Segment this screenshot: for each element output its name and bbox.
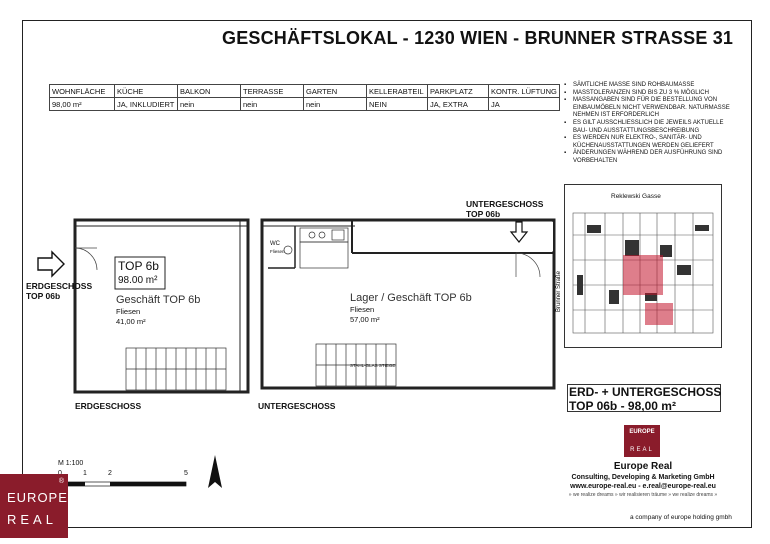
top-box-area: 98.00 m² [118, 275, 158, 286]
spec-header: TERRASSE [241, 85, 304, 98]
logo-bottom-text: REAL [630, 447, 654, 453]
spec-header: KÜCHE [115, 85, 178, 98]
bs-room-name: Lager / Geschäft TOP 6b [350, 292, 472, 304]
spec-value: JA, EXTRA [428, 98, 489, 111]
spec-value: nein [178, 98, 241, 111]
legend-unit: TOP 06b - 98,00 m² [569, 399, 676, 413]
scale-tick: 5 [184, 470, 188, 477]
spec-value: JA, INKLUDIERT [115, 98, 178, 111]
company-tagline: » we realize dreams » wir realisieren träume » we realize dreams » [568, 492, 718, 498]
note-item: ▪ MASSTOLERANZEN SIND BIS ZU 3 % MÖGLICH [563, 90, 738, 98]
top-box-label: TOP 6b [118, 259, 159, 273]
scale-tick: 1 [83, 470, 87, 477]
company-web: www.europe-real.eu - e.real@europe-real.eu [570, 483, 716, 490]
spec-header: WOHNFLÄCHE [50, 85, 115, 98]
europe-real-logo [0, 474, 68, 538]
spec-value: 98,00 m² [50, 98, 115, 111]
spec-header: KONTR. LÜFTUNG [489, 85, 560, 98]
spec-value: NEIN [367, 98, 428, 111]
footer-text: a company of europe holding gmbh [630, 514, 732, 521]
spec-header: GARTEN [304, 85, 367, 98]
bs-room-floor: Fliesen [350, 305, 375, 314]
gf-entry-top-label: TOP 06b [26, 291, 61, 301]
bs-street-label: Brunner Straße [556, 270, 562, 312]
scale-tick: 2 [108, 470, 112, 477]
logo-top-text: EUROPE [629, 429, 655, 435]
note-item: ▪ ES GILT AUSSCHLIESSLICH DIE JEWEILS AKTUELLE BAU- UND AUSSTATTUNGSBESCHREIBUNG [563, 120, 738, 135]
page-title: GESCHÄFTSLOKAL - 1230 WIEN - BRUNNER STRASSE 31 [222, 28, 734, 48]
spec-header: KELLERABTEIL [367, 85, 428, 98]
company-info [564, 461, 722, 498]
logo-line1: EUROPE [7, 490, 68, 505]
company-logo [624, 425, 660, 457]
note-item: ▪ SÄMTLICHE MASSE SIND ROHBAUMASSE [563, 82, 738, 90]
stair-note: STAHL-GLAS STIEGE [350, 363, 396, 368]
legend-floor: ERD- + UNTERGESCHOSS [569, 385, 722, 399]
spec-header: BALKON [178, 85, 241, 98]
spec-value: JA [489, 98, 560, 111]
note-item: ▪ MASSANGABEN SIND FÜR DIE BESTELLUNG VON EINBAUMÖBELN NICHT VERWENDBAR. NATURMASSE NEHMEN IST ERFORDERLICH [563, 97, 738, 120]
spec-value: nein [241, 98, 304, 111]
gf-room-name: Geschäft TOP 6b [116, 294, 201, 306]
gf-room-area: 41,00 m² [116, 317, 146, 326]
company-subtitle: Consulting, Developing & Marketing GmbH [571, 474, 715, 481]
note-item: ▪ ES WERDEN NUR ELEKTRO-, SANITÄR- UND KÜCHENAUSSTATTUNGEN WERDEN GELIEFERT [563, 135, 738, 150]
gf-room-floor: Fliesen [116, 307, 141, 316]
note-item: ▪ ÄNDERUNGEN WÄHREND DER AUSFÜHRUNG SIND VORBEHALTEN [563, 150, 738, 165]
logo-registered-mark: ® [58, 478, 64, 485]
scale-ratio: M 1:100 [58, 460, 84, 467]
wc-floor: Fliesen [270, 249, 285, 254]
bs-entry-label: UNTERGESCHOSS [466, 199, 544, 209]
wc-label: WC [270, 241, 280, 247]
spec-header: PARKPLATZ [428, 85, 489, 98]
bs-room-area: 57,00 m² [350, 315, 380, 324]
gf-entry-label: ERDGESCHOSS [26, 281, 93, 291]
logo-line2: REAL [7, 512, 57, 527]
bs-floor-label: UNTERGESCHOSS [258, 401, 336, 411]
sitemap-street-label: Reklewski Gasse [611, 193, 661, 200]
spec-value: nein [304, 98, 367, 111]
company-name: Europe Real [613, 461, 673, 472]
gf-floor-label: ERDGESCHOSS [75, 401, 142, 411]
bs-entry-top-label: TOP 06b [466, 209, 501, 219]
